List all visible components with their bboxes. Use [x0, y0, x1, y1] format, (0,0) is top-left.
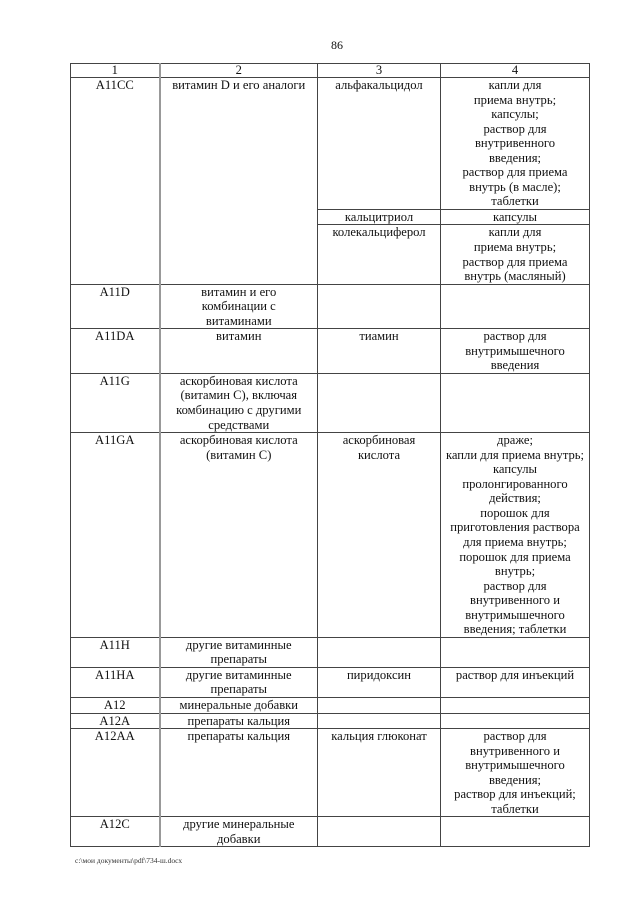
group-name-cell: другие минеральные добавки	[160, 817, 318, 847]
atc-code-cell: A11G	[71, 373, 160, 432]
group-name-cell: другие витаминные препараты	[160, 637, 318, 667]
atc-code-cell: A11H	[71, 637, 160, 667]
atc-code-cell: A11D	[71, 284, 160, 329]
page-number: 86	[331, 38, 343, 52]
table-header-row	[71, 64, 590, 78]
group-name-cell: минеральные добавки	[160, 697, 318, 713]
substance-cell	[318, 713, 441, 729]
dosage-forms-cell: драже; капли для приема внутрь; капсулы пролонгированного действия; порошок для приготовления раствора для приема внутрь; порошок для приема внутрь; раствор для внутривенного и внутримышечного введения; таблетки	[441, 433, 590, 638]
table-row	[71, 697, 590, 713]
atc-code-cell: A12C	[71, 817, 160, 847]
dosage-forms-cell: раствор для внутривенного и внутримышечного введения; раствор для инъекций; таблетки	[441, 729, 590, 817]
dosage-forms-cell: капсулы	[441, 209, 590, 225]
substance-cell	[318, 284, 441, 329]
substance-cell: кальция глюконат	[318, 729, 441, 817]
dosage-forms-cell	[441, 713, 590, 729]
column-header: 3	[318, 64, 441, 78]
substance-cell: альфакальцидол	[318, 78, 441, 210]
atc-code-cell: A11HA	[71, 667, 160, 697]
drug-table	[70, 63, 590, 847]
atc-code-cell: A12A	[71, 713, 160, 729]
table-row	[71, 329, 590, 374]
substance-cell: пиридоксин	[318, 667, 441, 697]
dosage-forms-cell	[441, 284, 590, 329]
substance-cell: аскорбиновая кислота	[318, 433, 441, 638]
dosage-forms-cell: капли для приема внутрь; капсулы; раствор для внутривенного введения; раствор для приема внутрь (в масле); таблетки	[441, 78, 590, 210]
table-row	[71, 713, 590, 729]
column-header: 2	[160, 64, 318, 78]
substance-cell: колекальциферол	[318, 225, 441, 284]
table-row	[71, 433, 590, 638]
substance-cell	[318, 373, 441, 432]
dosage-forms-cell: раствор для внутримышечного введения	[441, 329, 590, 374]
footer-file-path: c:\мои документы\pdf\734-ш.docx	[75, 856, 183, 865]
table-row	[71, 817, 590, 847]
group-name-cell: аскорбиновая кислота (витамин С), включая комбинацию с другими средствами	[160, 373, 318, 432]
group-name-cell: витамин	[160, 329, 318, 374]
column-header: 4	[441, 64, 590, 78]
substance-cell: тиамин	[318, 329, 441, 374]
table-row	[71, 667, 590, 697]
table-row	[71, 729, 590, 817]
dosage-forms-cell: капли для приема внутрь; раствор для приема внутрь (масляный)	[441, 225, 590, 284]
atc-code-cell: A11CC	[71, 78, 160, 285]
substance-cell	[318, 637, 441, 667]
atc-code-cell: A12	[71, 697, 160, 713]
group-name-cell: другие витаминные препараты	[160, 667, 318, 697]
atc-code-cell: A11GA	[71, 433, 160, 638]
table-row	[71, 78, 590, 210]
dosage-forms-cell: раствор для инъекций	[441, 667, 590, 697]
table-row	[71, 637, 590, 667]
column-header: 1	[71, 64, 160, 78]
table-body	[71, 78, 590, 847]
substance-cell	[318, 697, 441, 713]
dosage-forms-cell	[441, 697, 590, 713]
group-name-cell: витамин и его комбинации с витаминами	[160, 284, 318, 329]
dosage-forms-cell	[441, 637, 590, 667]
table-row	[71, 284, 590, 329]
group-name-cell: аскорбиновая кислота (витамин С)	[160, 433, 318, 638]
atc-code-cell: A12AA	[71, 729, 160, 817]
dosage-forms-cell	[441, 817, 590, 847]
substance-cell: кальцитриол	[318, 209, 441, 225]
dosage-forms-cell	[441, 373, 590, 432]
atc-code-cell: A11DA	[71, 329, 160, 374]
table-row	[71, 373, 590, 432]
group-name-cell: витамин D и его аналоги	[160, 78, 318, 285]
substance-cell	[318, 817, 441, 847]
group-name-cell: препараты кальция	[160, 713, 318, 729]
group-name-cell: препараты кальция	[160, 729, 318, 817]
